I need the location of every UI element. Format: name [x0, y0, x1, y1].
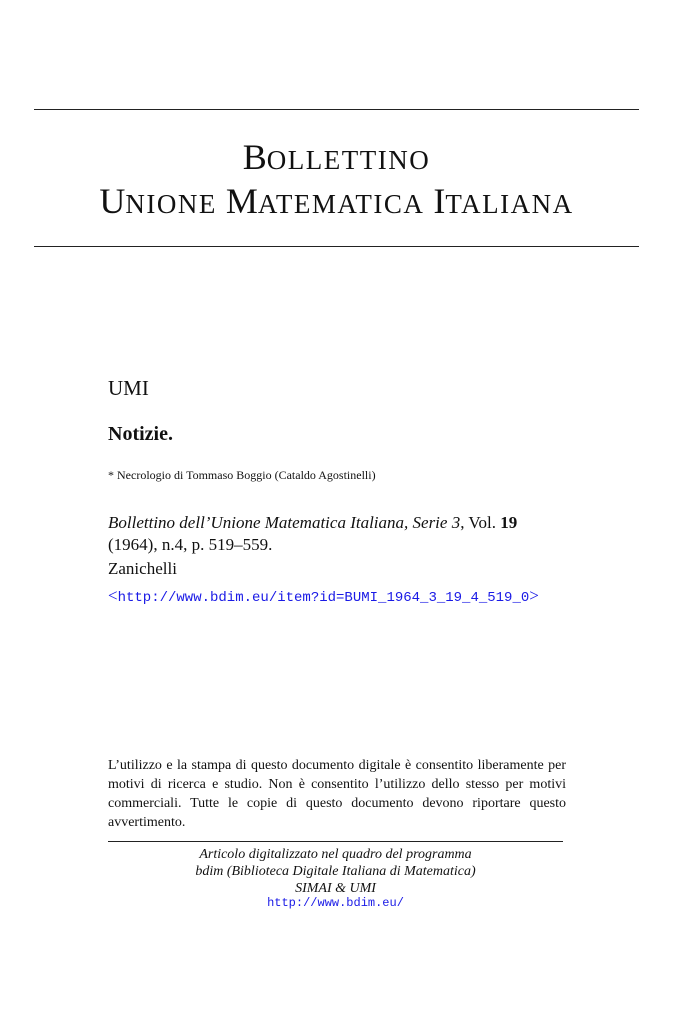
journal-title-line1 [0, 139, 673, 175]
article-note: * Necrologio di Tommaso Boggio (Cataldo Agostinelli) [108, 468, 376, 482]
citation-journal: Bollettino dell’Unione Matematica Italiana, Serie 3 [108, 513, 461, 532]
title-smallcaps: NIONE [125, 189, 217, 219]
header-top-rule [34, 109, 639, 110]
footer-line1: Articolo digitalizzato nel quadro del programma [199, 847, 472, 862]
title-cap: M [225, 181, 258, 221]
publisher: Zanichelli [108, 559, 177, 578]
title-cap: I [433, 181, 446, 221]
footer-url[interactable]: http://www.bdim.eu/ [267, 896, 404, 910]
title-cap: B [242, 137, 267, 177]
article-title: Notizie. [108, 423, 173, 445]
title-smallcaps: TALIANA [445, 189, 574, 219]
journal-title-line2 [0, 183, 673, 219]
disclaimer: L’utilizzo e la stampa di questo documento digitale è consentito liberamente per motivi di ricerca e studio. Non è consentito l’utilizzo dello stesso per motivi commerciali. Tutte le copie di questo documento devono riportare questo avvertimento. [108, 758, 566, 830]
citation-vol-label: , Vol. [460, 513, 501, 532]
header-bottom-rule [34, 246, 639, 247]
article-link[interactable]: <http://www.bdim.eu/item?id=BUMI_1964_3_19_4_519_0> [108, 586, 539, 606]
article-url[interactable]: http://www.bdim.eu/item?id=BUMI_1964_3_19_4_519_0 [117, 590, 530, 606]
title-smallcaps: OLLETTINO [266, 145, 431, 175]
title-smallcaps: ATEMATICA [257, 189, 425, 219]
citation-details: (1964), n.4, p. 519–559. [108, 535, 273, 554]
article-author: UMI [108, 376, 149, 400]
footer [108, 846, 563, 897]
footer-rule [108, 841, 563, 842]
footer-line2: bdim (Biblioteca Digitale Italiana di Matematica) [195, 864, 476, 879]
footer-line3: SIMAI & UMI [295, 881, 376, 896]
citation [108, 512, 568, 556]
title-cap: U [99, 181, 126, 221]
citation-volume: 19 [500, 513, 518, 532]
